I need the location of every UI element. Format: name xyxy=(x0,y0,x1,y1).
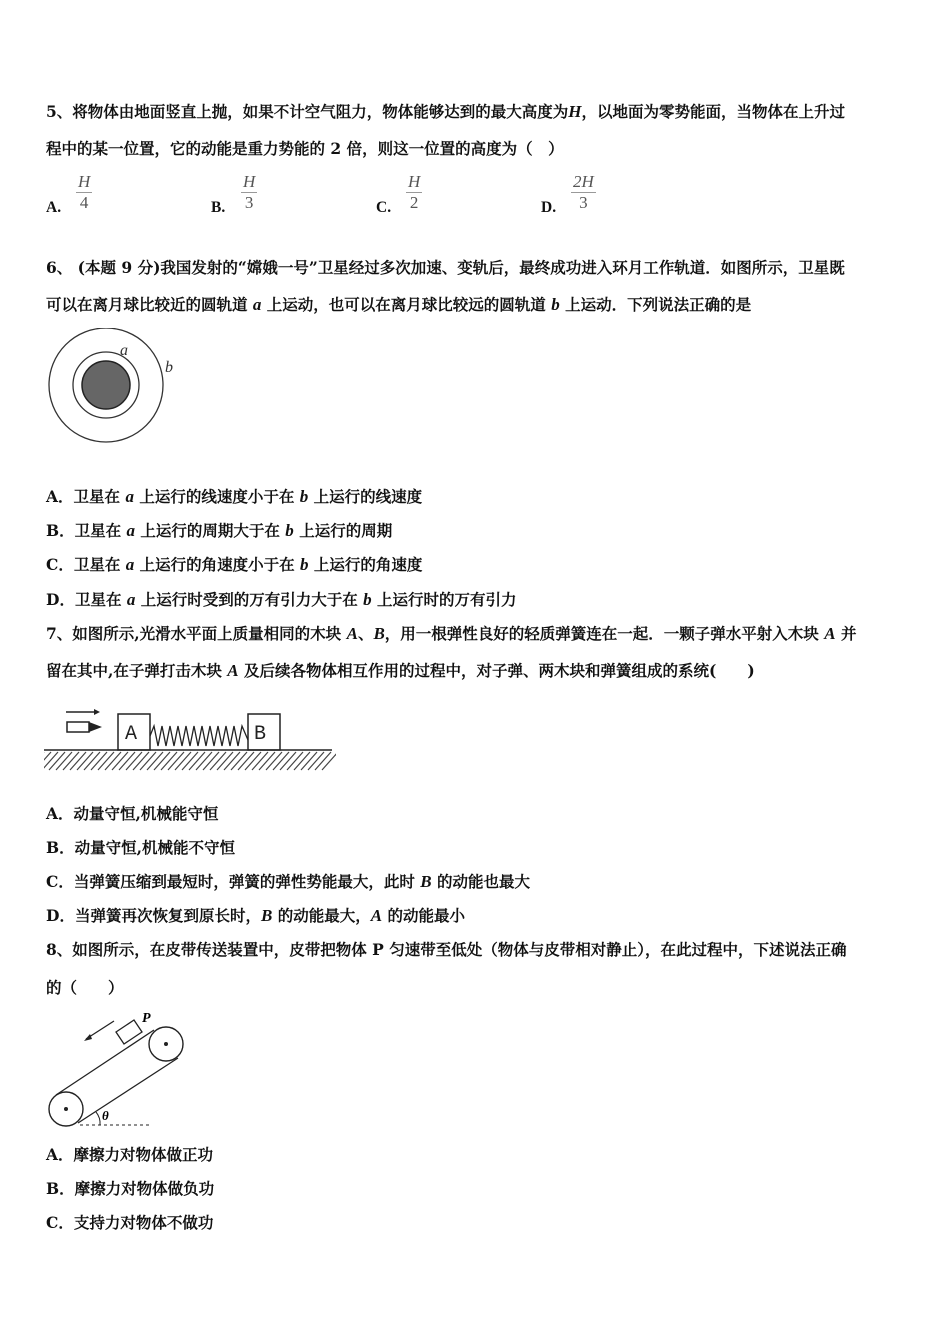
hatch-line xyxy=(133,752,149,770)
variable: a xyxy=(126,521,135,540)
text-segment: 上运动，也可以在离月球比较远的圆轨道 xyxy=(261,295,552,314)
orbit-label-a: a xyxy=(120,342,128,359)
hatch-line xyxy=(238,752,254,770)
q5-option-label: D. xyxy=(541,199,557,216)
q8-stem-line xyxy=(46,978,124,998)
text-segment: D．当弹簧再次恢复到原长时， xyxy=(46,906,261,925)
hatch-line xyxy=(84,752,100,770)
q8-option xyxy=(46,1179,214,1199)
variable: a xyxy=(126,590,136,609)
q8-option xyxy=(46,1213,213,1233)
q7-option xyxy=(46,804,218,824)
text-segment: 上运行的周期 xyxy=(293,521,393,540)
text-segment: 的动能最大， xyxy=(272,906,371,925)
denominator: 3 xyxy=(244,193,254,212)
block-b-label: B xyxy=(254,723,267,746)
text-segment: C．当弹簧压缩到最短时，弹簧的弹性势能最大，此时 xyxy=(46,872,421,891)
q6-stem-line xyxy=(46,295,751,315)
hatch-line xyxy=(91,752,107,770)
text-segment: 的（ ） xyxy=(46,978,124,997)
text-segment: 5、将物体由地面竖直上抛，如果不计空气阻力，物体能够达到的最大高度为 xyxy=(46,102,569,121)
text-segment: 上运行的线速度 xyxy=(308,487,423,506)
variable: a xyxy=(252,295,262,314)
variable: B xyxy=(373,624,385,643)
hatch-line xyxy=(189,752,205,770)
hatch-line xyxy=(210,752,226,770)
q6-option xyxy=(46,521,392,541)
q5-option-fraction xyxy=(241,172,257,213)
text-segment: 上运行的角速度 xyxy=(308,555,423,574)
q5-option-label: B. xyxy=(211,199,226,216)
hatch-line xyxy=(294,752,310,770)
hatch-line xyxy=(315,752,331,770)
text-segment: C．卫星在 xyxy=(46,555,126,574)
hatch-line xyxy=(168,752,184,770)
hatch-line xyxy=(126,752,142,770)
hatch-line xyxy=(140,752,156,770)
hatch-line xyxy=(56,752,72,770)
q6-option xyxy=(46,487,422,507)
numerator: 2H xyxy=(573,172,594,191)
text-segment: 、 xyxy=(357,624,374,643)
hatch-line xyxy=(182,752,198,770)
q5-option-fraction xyxy=(406,172,422,213)
hatch-line xyxy=(119,752,135,770)
variable: b xyxy=(285,521,294,540)
spring-blocks-figure xyxy=(44,700,336,775)
q5-option-label: A. xyxy=(46,199,62,216)
text-segment: B．摩擦力对物体做负功 xyxy=(46,1179,215,1198)
text-segment: 及后续各物体相互作用的过程中，对子弹、两木块和弹簧组成的系统( ) xyxy=(238,661,755,680)
orbit-figure xyxy=(44,328,184,448)
object-p-label: P xyxy=(142,1011,151,1026)
hatch-line xyxy=(63,752,79,770)
text-segment: 上运行的线速度小于在 xyxy=(133,487,300,506)
hatch-line xyxy=(273,752,289,770)
denominator: 2 xyxy=(409,193,419,212)
q6-stem-line xyxy=(46,258,845,278)
text-segment: A．动量守恒,机械能守恒 xyxy=(46,804,219,823)
text-segment: ，以地面为零势能面，当物体在上升过 xyxy=(581,102,846,121)
hatch-line xyxy=(70,752,86,770)
hatch-line xyxy=(308,752,324,770)
text-segment: 上运行时的万有引力 xyxy=(371,590,517,609)
text-segment: B．动量守恒,机械能不守恒 xyxy=(46,838,235,857)
hatch-line xyxy=(175,752,191,770)
text-segment: 并 xyxy=(835,624,857,643)
variable: B xyxy=(420,872,432,891)
text-segment: 上运行的角速度小于在 xyxy=(134,555,301,574)
hatch-line xyxy=(280,752,296,770)
q8-option xyxy=(46,1145,213,1165)
variable: H xyxy=(568,102,582,121)
text-segment: 的动能最小 xyxy=(382,906,465,925)
hatch-line xyxy=(147,752,163,770)
variable: a xyxy=(125,487,134,506)
hatch-line xyxy=(98,752,114,770)
text-segment: 可以在离月球比较近的圆轨道 xyxy=(46,295,253,314)
conveyor-belt-figure xyxy=(44,1008,204,1133)
q6-option xyxy=(46,555,422,575)
variable: A xyxy=(346,624,358,643)
denominator: 3 xyxy=(579,193,588,212)
text-segment: 程中的某一位置，它的动能是重力势能的 2 倍，则这一位置的高度为（ ） xyxy=(46,139,564,158)
numerator: H xyxy=(243,172,256,191)
orbit-label-b: b xyxy=(165,359,173,376)
text-segment: ，用一根弹性良好的轻质弹簧连在一起．一颗子弹水平射入木块 xyxy=(384,624,825,643)
text-segment: 上运行的周期大于在 xyxy=(135,521,286,540)
q7-stem-line xyxy=(46,624,856,644)
hatch-line xyxy=(105,752,121,770)
text-segment: 7、如图所示,光滑水平面上质量相同的木块 xyxy=(46,624,347,643)
variable: b xyxy=(363,590,372,609)
variable: a xyxy=(125,555,135,574)
hatch-line xyxy=(231,752,247,770)
text-segment: A．摩擦力对物体做正功 xyxy=(46,1145,214,1164)
text-segment: 6、 (本题 9 分)我国发射的“嫦娥一号”卫星经过多次加速、变轨后，最终成功进入环月工作轨道．如图所示，卫星既 xyxy=(46,258,845,277)
hatch-line xyxy=(287,752,303,770)
hatch-line xyxy=(196,752,212,770)
text-segment: D．卫星在 xyxy=(46,590,127,609)
variable: A xyxy=(227,661,239,680)
text-segment: 8、如图所示，在皮带传送装置中，皮带把物体 P 匀速带至低处（物体与皮带相对静止），在此过程中，下述说法正确 xyxy=(46,940,847,959)
hatch-line xyxy=(49,752,65,770)
q5-stem-line xyxy=(46,102,845,122)
variable: A xyxy=(370,906,383,925)
q7-stem-line xyxy=(46,661,755,681)
variable: b xyxy=(300,555,309,574)
hatch-line xyxy=(203,752,219,770)
hatch-line xyxy=(112,752,128,770)
variable: b xyxy=(299,487,309,506)
hatch-line xyxy=(224,752,240,770)
text-segment: C．支持力对物体不做功 xyxy=(46,1213,214,1232)
variable: A xyxy=(824,624,836,643)
numerator: H xyxy=(408,172,421,191)
text-segment: B．卫星在 xyxy=(46,521,127,540)
q5-stem-line xyxy=(46,139,564,159)
angle-theta-label: θ xyxy=(102,1108,109,1123)
q5-option-fraction xyxy=(76,172,92,213)
q7-option xyxy=(46,838,235,858)
denominator: 4 xyxy=(79,193,89,212)
q5-option-label: C. xyxy=(376,199,392,216)
q8-stem-line xyxy=(46,940,847,960)
hatch-line xyxy=(77,752,93,770)
q5-option-fraction xyxy=(571,172,596,213)
variable: B xyxy=(260,906,273,925)
text-segment: 上运动．下列说法正确的是 xyxy=(559,295,752,314)
numerator: H xyxy=(78,172,91,191)
hatch-line xyxy=(259,752,275,770)
text-segment: 留在其中,在子弹打击木块 xyxy=(46,661,228,680)
hatch-line xyxy=(245,752,261,770)
text-segment: 的动能也最大 xyxy=(431,872,530,891)
q7-option xyxy=(46,872,530,892)
hatch-line xyxy=(154,752,170,770)
q7-option xyxy=(46,906,465,926)
text-segment: 上运行时受到的万有引力大于在 xyxy=(135,590,364,609)
hatch-line xyxy=(301,752,317,770)
q6-option xyxy=(46,590,517,610)
hatch-line xyxy=(252,752,268,770)
text-segment: A．卫星在 xyxy=(46,487,126,506)
hatch-line xyxy=(266,752,282,770)
variable: b xyxy=(551,295,560,314)
hatch-line xyxy=(161,752,177,770)
hatch-line xyxy=(217,752,233,770)
block-a-label: A xyxy=(125,723,138,746)
